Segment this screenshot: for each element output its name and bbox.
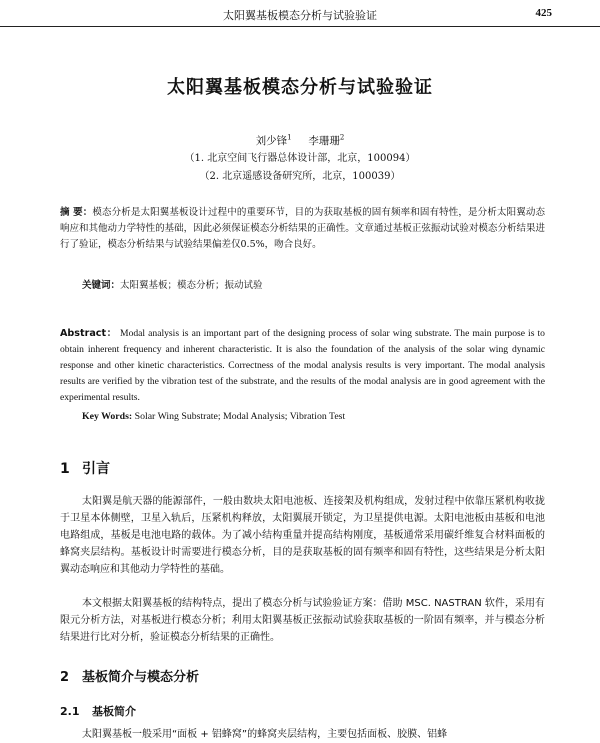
subsection-number: 2.1 bbox=[60, 705, 80, 718]
section-number: 1 bbox=[60, 461, 70, 477]
abstract-english bbox=[60, 326, 545, 406]
keywords-en-text: Solar Wing Substrate; Modal Analysis; Vibration Test bbox=[134, 411, 346, 422]
section-heading-substrate bbox=[60, 666, 199, 685]
abstract-cn-label: 摘 要： bbox=[60, 207, 93, 218]
abstract-en-label: Abstract： bbox=[60, 328, 117, 339]
author-affiliation-mark: 1 bbox=[287, 133, 292, 142]
intro-paragraph-2: 本文根据太阳翼基板的结构特点，提出了模态分析与试验验证方案：借助 MSC. NASTRAN 软件，采用有限元分析方法，对基板进行模态分析；利用太阳翼基板正弦振动试验获取基板的一阶固有频率，并与模态分析结果进行比对分析，验证模态分析结果的正确性。 bbox=[60, 598, 545, 643]
substrate-paragraph: 太阳翼基板一般采用“面板 + 铝蜂窝”的蜂窝夹层结构，主要包括面板、胶膜、铝蜂 bbox=[82, 729, 448, 740]
author-name: 李珊珊 bbox=[308, 135, 340, 147]
subsection-heading-substrate-intro bbox=[60, 703, 136, 719]
author-affiliation-mark: 2 bbox=[339, 133, 345, 142]
keywords-english bbox=[82, 411, 345, 422]
abstract-cn-text: 模态分析是太阳翼基板设计过程中的重要环节，目的为获取基板的固有频率和固有特性，是分析太阳翼动态响应和其他动力学特性的基础，因此必须保证模态分析结果的正确性。文章通过基板正弦振动试验对模态分析结果进行了验证，模态分析结果与试验结果偏差仅0.5%，吻合良好。 bbox=[60, 207, 545, 250]
author-line bbox=[0, 133, 600, 148]
subsection-title: 基板简介 bbox=[92, 705, 136, 718]
keywords-cn-text: 太阳翼基板；模态分析；振动试验 bbox=[120, 280, 263, 291]
keywords-chinese bbox=[82, 277, 263, 291]
affiliation-2: （2. 北京遥感设备研究所，北京，100039） bbox=[199, 171, 401, 182]
section-heading-introduction bbox=[60, 458, 110, 478]
keywords-en-label: Key Words: bbox=[82, 411, 133, 422]
section-title: 基板简介与模态分析 bbox=[82, 670, 200, 685]
running-title: 太阳翼基板模态分析与试验验证 bbox=[223, 9, 377, 22]
author-name: 刘少锋 bbox=[255, 135, 288, 147]
keywords-cn-label: 关键词： bbox=[82, 280, 121, 291]
abstract-chinese bbox=[60, 205, 545, 253]
section-title: 引言 bbox=[82, 461, 110, 477]
page-number: 425 bbox=[535, 7, 552, 19]
affiliation-1: （1. 北京空间飞行器总体设计部，北京，100094） bbox=[184, 153, 416, 164]
running-header bbox=[0, 0, 600, 27]
section-number: 2 bbox=[60, 670, 70, 685]
intro-paragraph-1: 太阳翼是航天器的能源部件，一般由数块太阳电池板、连接架及机构组成，发射过程中依靠压紧机构收拢于卫星本体侧壁，卫星入轨后，压紧机构释放，太阳翼展开锁定，为卫星提供电源。太阳电池板由基板和电池电路组成，基板是电池电路的载体。为了减小结构重量并提高结构刚度，基板通常采用碳纤维复合材料面板的蜂窝夹层结构。基板设计时需要进行模态分析，目的是获取基板的固有频率和固有特性，这些结果是分析太阳翼动态响应和其他动力学特性的基础。 bbox=[60, 496, 545, 575]
paper-title: 太阳翼基板模态分析与试验验证 bbox=[167, 77, 433, 98]
abstract-en-text: Modal analysis is an important part of the designing process of solar wing substrate. The main purpose is to obtain inherent frequency and inherent characteristic. It is also the foundation of the analysis of the solar wing dynamic response and other kinetic characteristics. Correctness of the modal analysis results is very important. The modal analysis results are verified by the vibration test of the substrate, and the results of the modal analysis are in good agreement with the experimental results. bbox=[60, 328, 545, 403]
